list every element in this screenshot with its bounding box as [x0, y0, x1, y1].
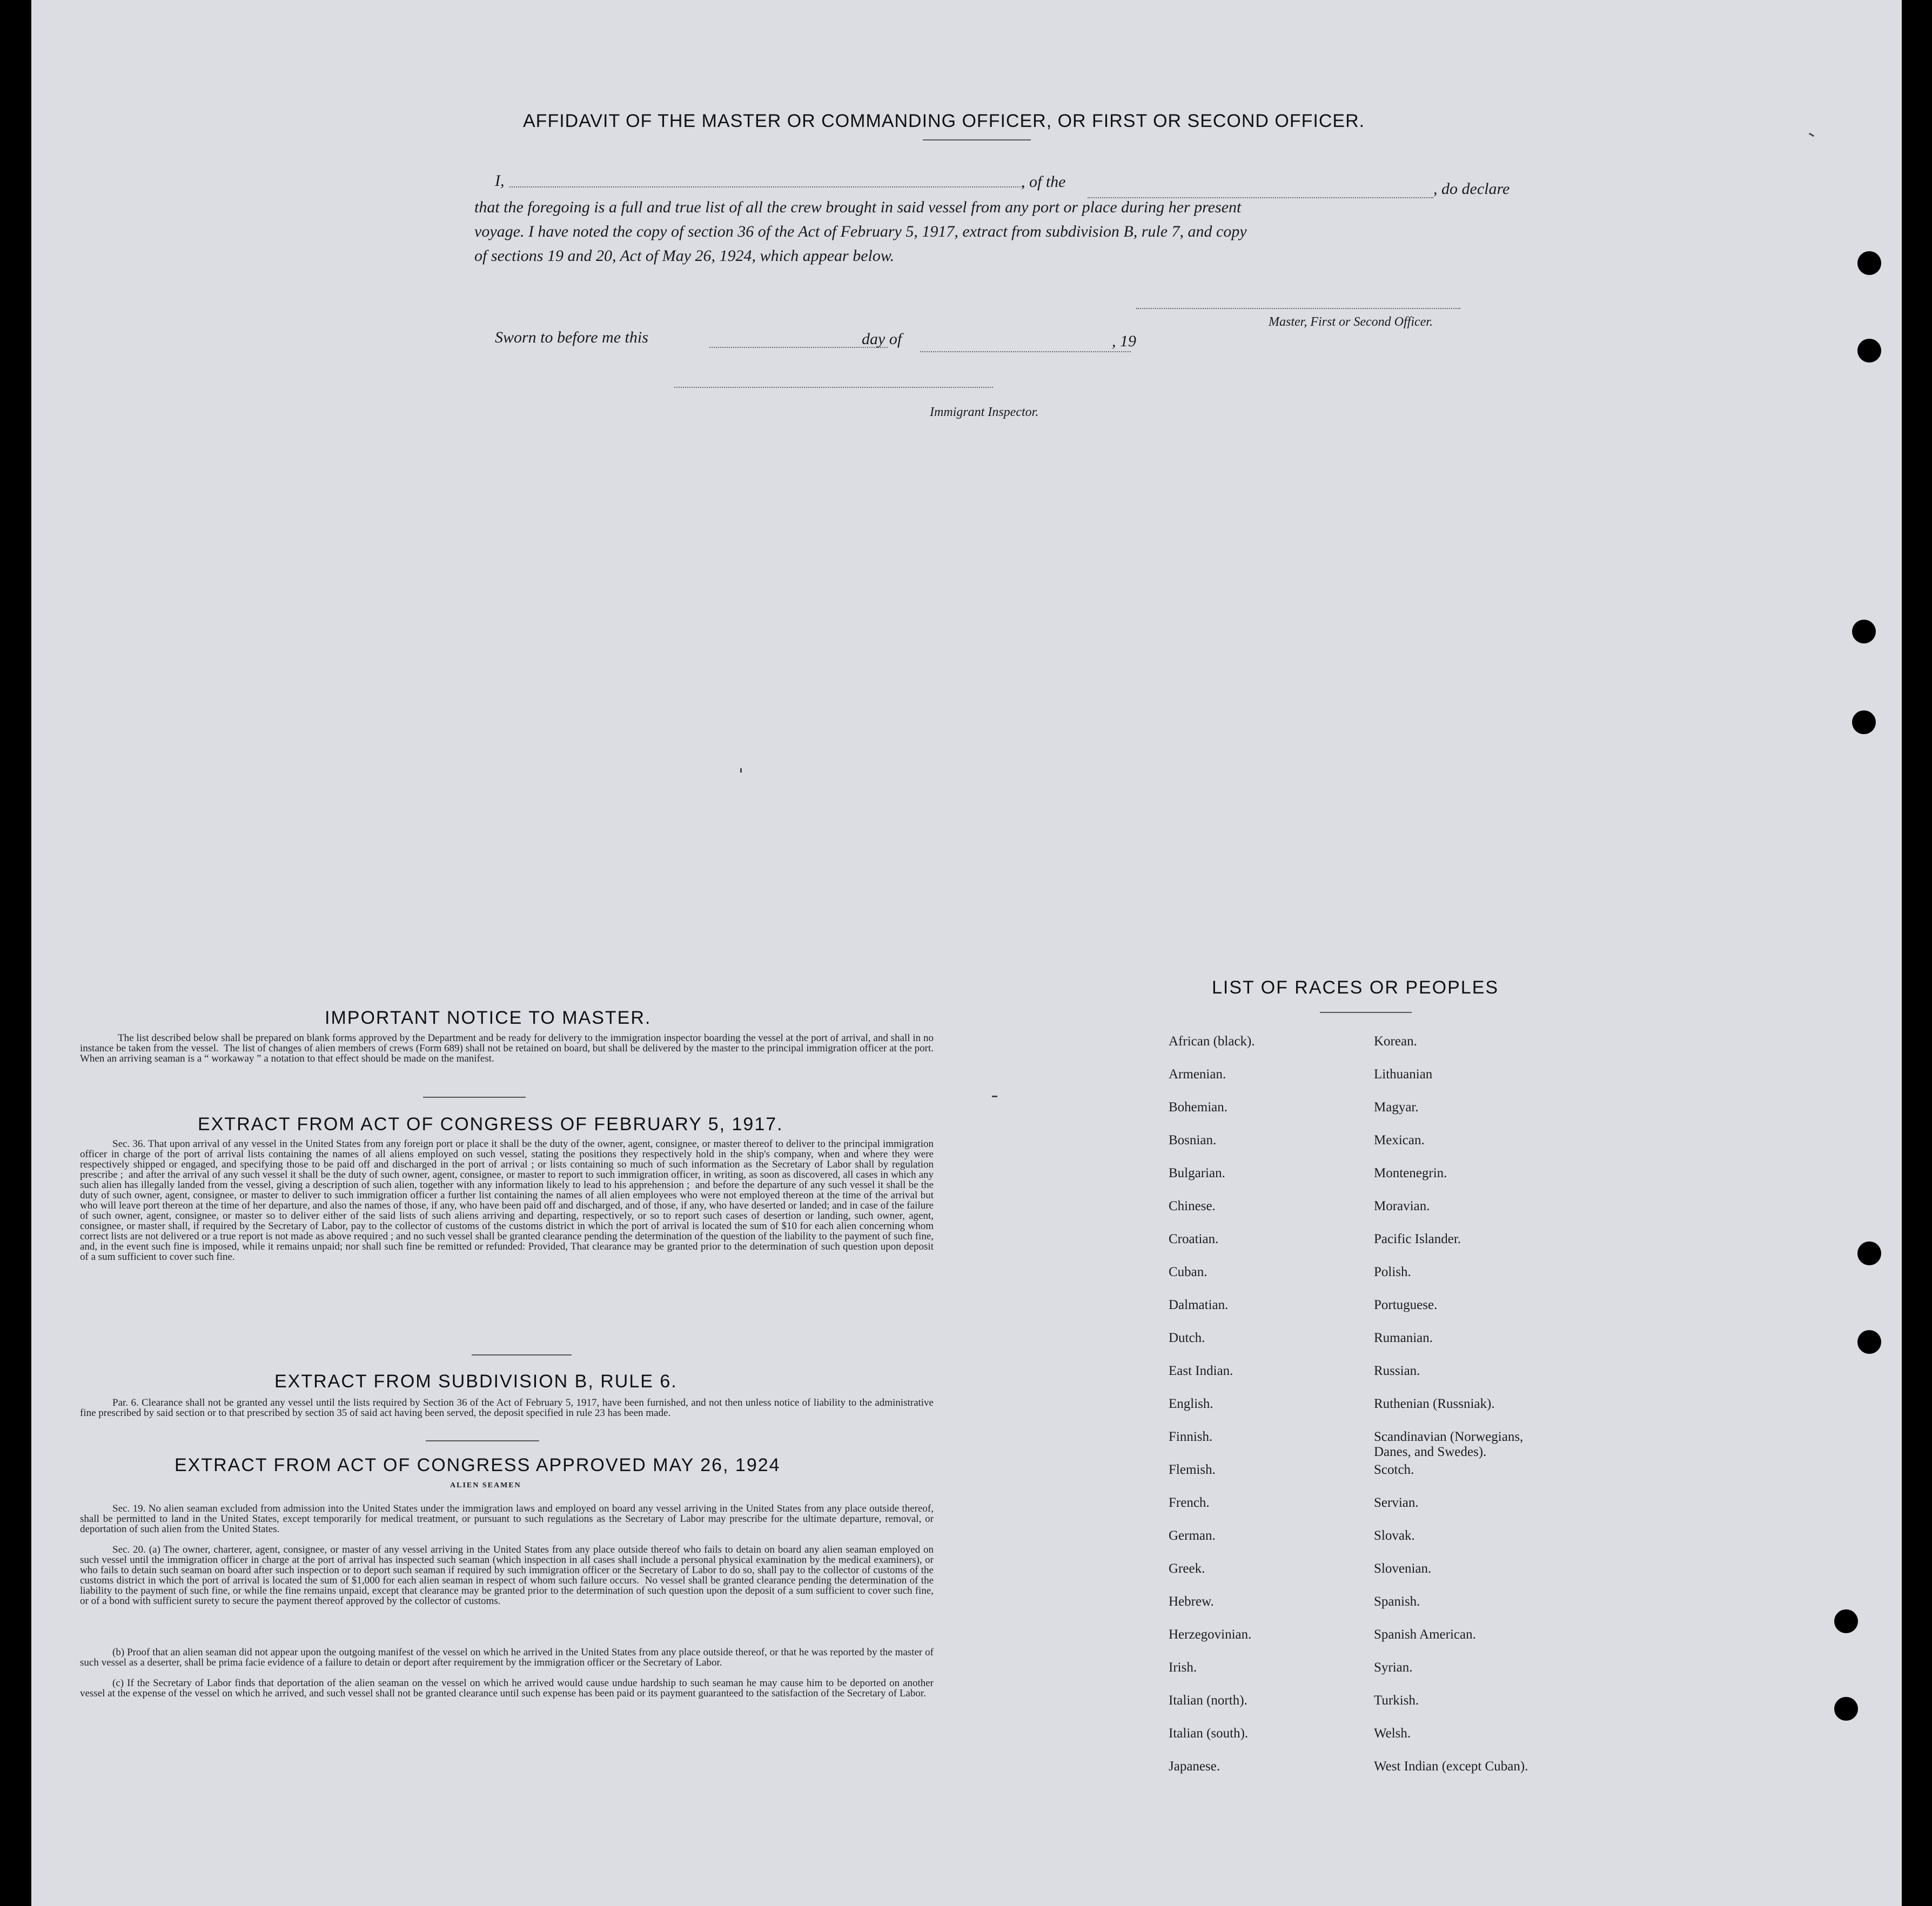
stray-mark: [992, 1096, 997, 1097]
race-item: Scotch.: [1374, 1462, 1414, 1477]
race-item: Dalmatian.: [1169, 1298, 1229, 1312]
race-item: Portuguese.: [1374, 1298, 1438, 1312]
extract-rule6-divider: [426, 1440, 539, 1441]
race-item: Dutch.: [1169, 1331, 1205, 1345]
punch-hole: [1857, 339, 1881, 363]
race-item: Slovenian.: [1374, 1561, 1432, 1576]
race-item: Polish.: [1374, 1265, 1411, 1279]
races-column-right: [1374, 1034, 1528, 1792]
race-item: Japanese.: [1169, 1759, 1220, 1774]
inspector-caption: Immigrant Inspector.: [930, 405, 1039, 419]
sworn-month-line: [920, 351, 1131, 352]
sworn-label: Sworn to before me this: [495, 328, 648, 346]
races-title-underline: [1320, 1012, 1412, 1013]
race-item: Italian (north).: [1169, 1693, 1247, 1708]
race-item: Slovak.: [1374, 1528, 1415, 1543]
declaration-line-3: of sections 19 and 20, Act of May 26, 1924, which appear below.: [474, 247, 895, 265]
stray-mark: [1809, 133, 1814, 137]
race-item: Syrian.: [1374, 1660, 1413, 1675]
extract-1924-sec20b: (b) Proof that an alien seaman did not appear upon the outgoing manifest of the vessel on which he arrived in the United States from any place outside thereof, or that he was reported by the master of such vessel as a deserter, shall be prima facie evidence of a failure to detain or deport after requirement by the immigration officer or the Secretary of Labor.: [80, 1647, 936, 1668]
i-label: I,: [495, 172, 505, 190]
punch-hole: [1857, 1241, 1881, 1265]
extract-1924-subtitle: ALIEN SEAMEN: [450, 1481, 521, 1489]
sworn-day-line: [709, 347, 888, 348]
punch-hole: [1834, 1609, 1858, 1633]
race-item: Moravian.: [1374, 1199, 1430, 1213]
race-item: Armenian.: [1169, 1067, 1226, 1082]
document-page: [31, 0, 1902, 1906]
punch-hole: [1852, 620, 1876, 643]
notice-divider: [423, 1097, 526, 1098]
race-item: Bulgarian.: [1169, 1166, 1225, 1180]
race-item: African (black).: [1169, 1034, 1255, 1049]
master-signature-line: [1136, 308, 1460, 309]
name-line: [509, 186, 1023, 187]
punch-hole: [1857, 251, 1881, 275]
extract-1917-title: EXTRACT FROM ACT OF CONGRESS OF FEBRUARY 5, 1917.: [198, 1114, 783, 1135]
race-item: Cuban.: [1169, 1265, 1208, 1279]
race-item: Rumanian.: [1374, 1331, 1433, 1345]
race-item: Bohemian.: [1169, 1100, 1228, 1115]
of-the-label: , of the: [1021, 173, 1066, 191]
race-item: Ruthenian (Russniak).: [1374, 1397, 1495, 1411]
race-item: Bosnian.: [1169, 1133, 1217, 1147]
punch-hole: [1834, 1697, 1858, 1721]
extract-1924-sec20a: Sec. 20. (a) The owner, charterer, agent, consignee, or master of any vessel arriving in the United States from any place outside thereof who fails to detain on board any alien seaman employed on such vessel until the immigration officer in charge at the port of arrival has inspected such seaman (which inspection in all cases shall include a personal physical examination by the medical examiners), or who fails to detain such seaman on board after such inspection or to deport such seaman if required by such immigration officer or the Secretary of Labor to do so, shall pay to the collector of customs of the customs district in which the port of arrival is located the sum of $1,000 for each alien seaman in respect of whom such failure occurs. No vessel shall be granted clearance pending the determination of the liability to the payment of such fine, or while the fine remains unpaid, except that clearance may be granted prior to the determination of such question upon the deposit of a sum sufficient to cover such fine, or of a bond with sufficient surety to secure the payment thereof approved by the collector of customs.: [80, 1544, 936, 1607]
race-item: Flemish.: [1169, 1462, 1216, 1477]
races-column-left: [1169, 1034, 1255, 1792]
race-item: Hebrew.: [1169, 1594, 1214, 1609]
race-item: Spanish American.: [1374, 1627, 1476, 1642]
master-signature-caption: Master, First or Second Officer.: [1269, 315, 1433, 329]
race-item: Turkish.: [1374, 1693, 1419, 1708]
stray-mark: [740, 768, 742, 773]
day-of-label: day of: [862, 330, 902, 348]
punch-hole: [1857, 1330, 1881, 1354]
race-item: Magyar.: [1374, 1100, 1419, 1115]
extract-rule6-title: EXTRACT FROM SUBDIVISION B, RULE 6.: [274, 1371, 677, 1392]
affidavit-title: AFFIDAVIT OF THE MASTER OR COMMANDING OFFICER, OR FIRST OR SECOND OFFICER.: [523, 111, 1365, 131]
race-item: Mexican.: [1374, 1133, 1425, 1147]
race-item: Pacific Islander.: [1374, 1232, 1461, 1246]
race-item: Welsh.: [1374, 1726, 1411, 1741]
punch-hole: [1852, 710, 1876, 734]
extract-1924-sec19: Sec. 19. No alien seaman excluded from admission into the United States under the immigration laws and employed on board any vessel arriving in the United States from any place outside thereof, shall be permitted to land in the United States, except temporarily for medical treatment, or pursuant to such regulations as the Secretary of Labor may prescribe for the ultimate departure, removal, or deportation of such alien from the United States.: [80, 1503, 936, 1535]
declaration-line-1: that the foregoing is a full and true list of all the crew brought in said vessel from any port or place during her present: [474, 198, 1242, 216]
extract-1917-divider: [472, 1354, 572, 1355]
race-item: Scandinavian (Norwegians, Danes, and Swedes).: [1374, 1429, 1524, 1459]
extract-rule6-text: Par. 6. Clearance shall not be granted any vessel until the lists required by Section 36 of the Act of February 5, 1917, have been furnished, and not then unless notice of liability to the administrative fine prescribed by said section or to that prescribed by section 35 of said act having been served, the deposit specified in rule 23 has been made.: [80, 1397, 936, 1419]
race-item: French.: [1169, 1495, 1210, 1510]
race-item: Finnish.: [1169, 1429, 1213, 1444]
race-item: Chinese.: [1169, 1199, 1216, 1213]
title-underline: [923, 139, 1031, 140]
race-item: Servian.: [1374, 1495, 1419, 1510]
race-item: East Indian.: [1169, 1364, 1233, 1378]
race-item: English.: [1169, 1397, 1213, 1411]
notice-text: The list described below shall be prepared on blank forms approved by the Department and be ready for delivery to the immigration inspector boarding the vessel at the port of arrival, and shall in no instance be taken from the vessel. The list of changes of alien members of crews (Form 689) shall not be retained on board, but shall be delivered by the master to the principal immigration officer at the port. When an arriving seaman is a “ workaway ” a notation to that effect should be made on the manifest.: [80, 1032, 936, 1064]
race-item: Korean.: [1374, 1034, 1417, 1049]
year-label: , 19: [1112, 332, 1136, 350]
race-item: Croatian.: [1169, 1232, 1219, 1246]
race-item: Spanish.: [1374, 1594, 1420, 1609]
extract-1917-text: Sec. 36. That upon arrival of any vessel in the United States from any foreign port or place it shall be the duty of the owner, agent, consignee, or master thereof to deliver to the principal immigration officer in charge of the port of arrival lists containing the names of all aliens employed on such vessel, stating the positions they respectively hold in the ship's company, when and where they were respectively shipped or engaged, and specifying those to be paid off and discharged in the port of arrival ; or lists containing so much of such information as the Secretary of Labor shall by regulation prescribe ; and after the arrival of any such vessel it shall be the duty of such owner, agent, consignee, or master to report to such immigration officer, in writing, as soon as discovered, all cases in which any such alien has illegally landed from the vessel, giving a description of such alien, together with any information likely to lead to his apprehension ; and before the departure of any such vessel it shall be the duty of such owner, agent, consignee, or master to deliver to such immigration officer a further list containing the names of all alien employees who were not employed thereon at the time of the arrival but who will leave port thereon at the time of her departure, and also the names of those, if any, who have been paid off and discharged, and of those, if any, who have deserted or landed; and in case of the failure of such owner, agent, consignee, or master so to deliver either of the said lists of such aliens arriving and departing, respectively, or so to report such cases of desertion or landing, such owner, agent, consignee, or master shall, if required by the Secretary of Labor, pay to the collector of customs of the customs district in which the port of arrival is located the sum of $10 for each alien concerning whom correct lists are not delivered or a true report is not made as above required ; and no such vessel shall be granted clearance pending the determination of the question of the liability to the payment of such fine, and, in the event such fine is imposed, while it remains unpaid; nor shall such fine be remitted or refunded: Provided, That clearance may be granted prior to the determination of such question upon deposit of a sum sufficient to cover such fine.: [80, 1138, 936, 1263]
race-item: Herzegovinian.: [1169, 1627, 1252, 1642]
race-item: Italian (south).: [1169, 1726, 1249, 1741]
inspector-signature-line: [674, 387, 993, 388]
extract-1924-sec20c: (c) If the Secretary of Labor finds that deportation of the alien seaman on the vessel on which he arrived would cause undue hardship to such seaman he may cause him to be deported on another vessel at the expense of the vessel on which he arrived, and such vessel shall not be granted clearance until such expense has been paid or its payment guaranteed to the satisfaction of the Secretary of Labor.: [80, 1677, 936, 1699]
notice-title: IMPORTANT NOTICE TO MASTER.: [325, 1008, 652, 1028]
race-item: Russian.: [1374, 1364, 1420, 1378]
races-title: LIST OF RACES OR PEOPLES: [1212, 977, 1499, 998]
race-item: Lithuanian: [1374, 1067, 1433, 1082]
declaration-line-2: voyage. I have noted the copy of section 36 of the Act of February 5, 1917, extract from subdivision B, rule 7, and copy: [474, 223, 1247, 240]
race-item: Montenegrin.: [1374, 1166, 1447, 1180]
race-item: Greek.: [1169, 1561, 1205, 1576]
do-declare-label: , do declare: [1433, 180, 1510, 198]
race-item: German.: [1169, 1528, 1216, 1543]
race-item: West Indian (except Cuban).: [1374, 1759, 1528, 1774]
extract-1924-title: EXTRACT FROM ACT OF CONGRESS APPROVED MAY 26, 1924: [175, 1455, 781, 1475]
race-item: Irish.: [1169, 1660, 1197, 1675]
